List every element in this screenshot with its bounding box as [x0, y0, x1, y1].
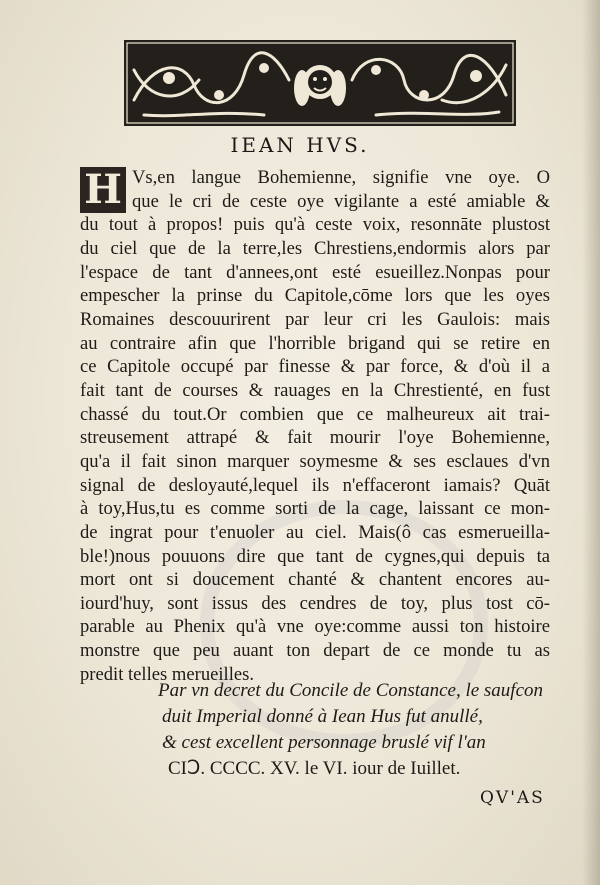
body-line: chassé du tout.Or combien que ce malheureux ait trai-: [80, 403, 550, 425]
main-text-block: [80, 166, 550, 686]
body-line: à toy,Hus,tu es comme sorti de la cage, laissant ce mon-: [80, 498, 550, 520]
body-line: streusement attrapé & fait mourir l'oye Bohemienne,: [80, 427, 550, 449]
body-line: fait tant de courses & rauages en la Chrestienté, en fust: [80, 379, 550, 401]
italic-note: [158, 678, 544, 782]
body-line: empescher la prinse du Capitole,cōme lors que les oyes: [80, 285, 550, 307]
note-line: Par vn decret du Concile de Constance, le saufcon: [158, 680, 544, 701]
body-line: predit telles merueilles.: [80, 663, 254, 685]
body-line: signal de desloyauté,lequel ils n'effaceront iamais? Quāt: [80, 474, 550, 496]
body-line: ce Capitole occupé par finesse & par force, & d'où il a: [80, 356, 550, 378]
note-line: CIↃ. CCCC. XV. le VI. iour de Iuillet.: [168, 758, 461, 779]
body-line: monstre que peu auant ton depart de ce monde tu as: [80, 640, 550, 662]
note-line: duit Imperial donné à Iean Hus fut anullé,: [162, 706, 483, 727]
running-title: IEAN HVS.: [230, 133, 370, 157]
body-line: Vs,en langue Bohemienne, signifie vne oye. O: [132, 167, 550, 188]
headpiece-ornament: [124, 40, 516, 126]
body-line: mort ont si doucement chanté & chantent encores au-: [80, 569, 550, 591]
body-line: parable au Phenix qu'à vne oye:comme aussi ton histoire: [80, 616, 550, 638]
body-line: de ingrat pour t'enuoler au ciel. Mais(ô cas esmerueilla-: [80, 521, 550, 543]
catchword: QV'AS: [480, 788, 545, 808]
body-line: qu'a il fait sinon marquer soymesme & ses esclaues d'vn: [80, 450, 550, 472]
body-line: ble!)nous pouuons dire que tant de cygnes,qui depuis ta: [80, 545, 550, 567]
drop-cap-initial: H: [80, 167, 126, 213]
body-line: au contraire afin que l'horrible brigand qui se retire en: [80, 332, 550, 354]
note-line: & cest excellent personnage bruslé vif l'an: [162, 732, 486, 753]
body-line: l'espace de tant d'annees,ont esté esueillez.Nonpas pour: [80, 261, 550, 283]
body-line: Romaines descouurirent par leur cri les Gaulois: mais: [80, 308, 550, 330]
body-line: iourd'huy, sont issus des cendres de toy, plus tost cō-: [80, 592, 550, 614]
body-line: du ciel que de la terre,les Chrestiens,endormis alors par: [80, 237, 550, 259]
body-line: que le cri de ceste oye vigilante a esté amiable &: [132, 190, 550, 212]
body-line: du tout à propos! puis qu'à ceste voix, resonnāte plustost: [80, 214, 550, 236]
